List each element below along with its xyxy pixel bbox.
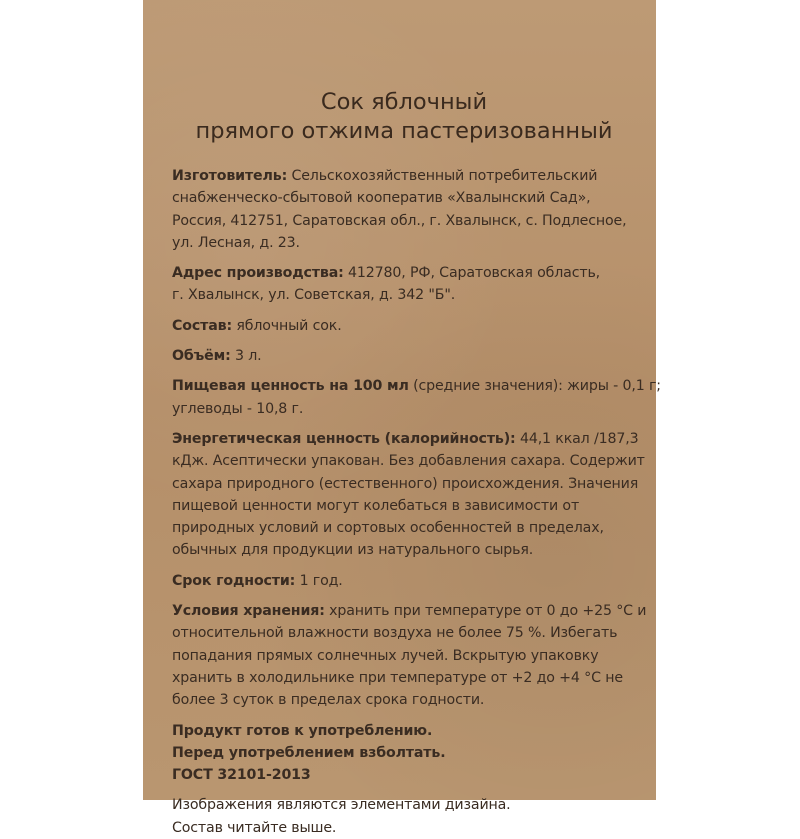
storage-line-2: относительной влажности воздуха не более 75 %. Избегать bbox=[172, 625, 618, 642]
storage-line-3: попадания прямых солнечных лучей. Вскрытую упаковку bbox=[172, 647, 599, 664]
energy-line-4: пищевой ценности могут колебаться в зависимости от bbox=[172, 497, 580, 514]
composition-label: Состав: bbox=[172, 317, 232, 334]
product-title bbox=[172, 88, 636, 146]
energy-label: Энергетическая ценность (калорийность): bbox=[172, 430, 516, 447]
nutrition-label: Пищевая ценность на 100 мл bbox=[172, 378, 409, 395]
production-address-label: Адрес производства: bbox=[172, 265, 344, 282]
storage-line-4: хранить в холодильнике при температуре от +2 до +4 °С не bbox=[172, 669, 623, 686]
manufacturer-line-2: снабженческо-сбытовой кооператив «Хвалынский Сад», bbox=[172, 190, 591, 207]
production-address-section bbox=[172, 262, 636, 307]
storage-line-5: более 3 суток в пределах срока годности. bbox=[172, 692, 485, 709]
design-note-1: Изображения являются элементами дизайна. bbox=[172, 797, 511, 814]
shelf-life-section bbox=[172, 570, 636, 592]
shelf-life-text: 1 год. bbox=[295, 572, 343, 589]
ready-note-2: Перед употреблением взболтать. bbox=[172, 744, 446, 761]
manufacturer-line-4: ул. Лесная, д. 23. bbox=[172, 234, 300, 251]
label-panel bbox=[143, 0, 661, 836]
shelf-life-label: Срок годности: bbox=[172, 572, 296, 589]
ready-note-1: Продукт готов к употреблению. bbox=[172, 722, 433, 739]
storage-label: Условия хранения: bbox=[172, 603, 325, 620]
nutrition-line-2: углеводы - 10,8 г. bbox=[172, 400, 304, 417]
design-note-section bbox=[172, 794, 636, 839]
energy-line-3: сахара природного (естественного) происхождения. Значения bbox=[172, 475, 639, 492]
design-note-2: Состав читайте выше. bbox=[172, 819, 337, 836]
volume-label: Объём: bbox=[172, 348, 231, 365]
manufacturer-line-1: Сельскохозяйственный потребительский bbox=[287, 168, 598, 184]
nutrition-line-1: (средние значения): жиры - 0,1 г; bbox=[408, 378, 661, 395]
composition-text: яблочный сок. bbox=[231, 317, 342, 334]
nutrition-section bbox=[172, 375, 661, 420]
storage-line-1: хранить при температуре от 0 до +25 °С и bbox=[324, 603, 647, 620]
ready-notes-section bbox=[172, 720, 636, 787]
energy-section bbox=[172, 428, 645, 562]
product-title-line-1: Сок яблочный bbox=[320, 89, 488, 115]
volume-text: 3 л. bbox=[230, 348, 262, 365]
manufacturer-label: Изготовитель: bbox=[172, 168, 288, 184]
product-title-line-2: прямого отжима пастеризованный bbox=[195, 118, 613, 144]
manufacturer-section bbox=[172, 165, 636, 254]
manufacturer-line-3: Россия, 412751, Саратовская обл., г. Хвалынск, с. Подлесное, bbox=[172, 212, 627, 229]
volume-section bbox=[172, 345, 636, 367]
energy-line-5: природных условий и сортовых особенностей в пределах, bbox=[172, 520, 604, 537]
energy-line-6: обычных для продукции из натурального сырья. bbox=[172, 542, 534, 559]
energy-line-1: 44,1 ккал /187,3 bbox=[515, 430, 639, 447]
storage-section bbox=[172, 600, 647, 711]
energy-line-2: кДж. Асептически упакован. Без добавления сахара. Содержит bbox=[172, 453, 645, 470]
production-address-line-1: 412780, РФ, Саратовская область, bbox=[343, 265, 601, 282]
gost-code: ГОСТ 32101-2013 bbox=[172, 767, 311, 784]
production-address-line-2: г. Хвалынск, ул. Советская, д. 342 "Б". bbox=[172, 287, 456, 304]
composition-section bbox=[172, 315, 636, 337]
